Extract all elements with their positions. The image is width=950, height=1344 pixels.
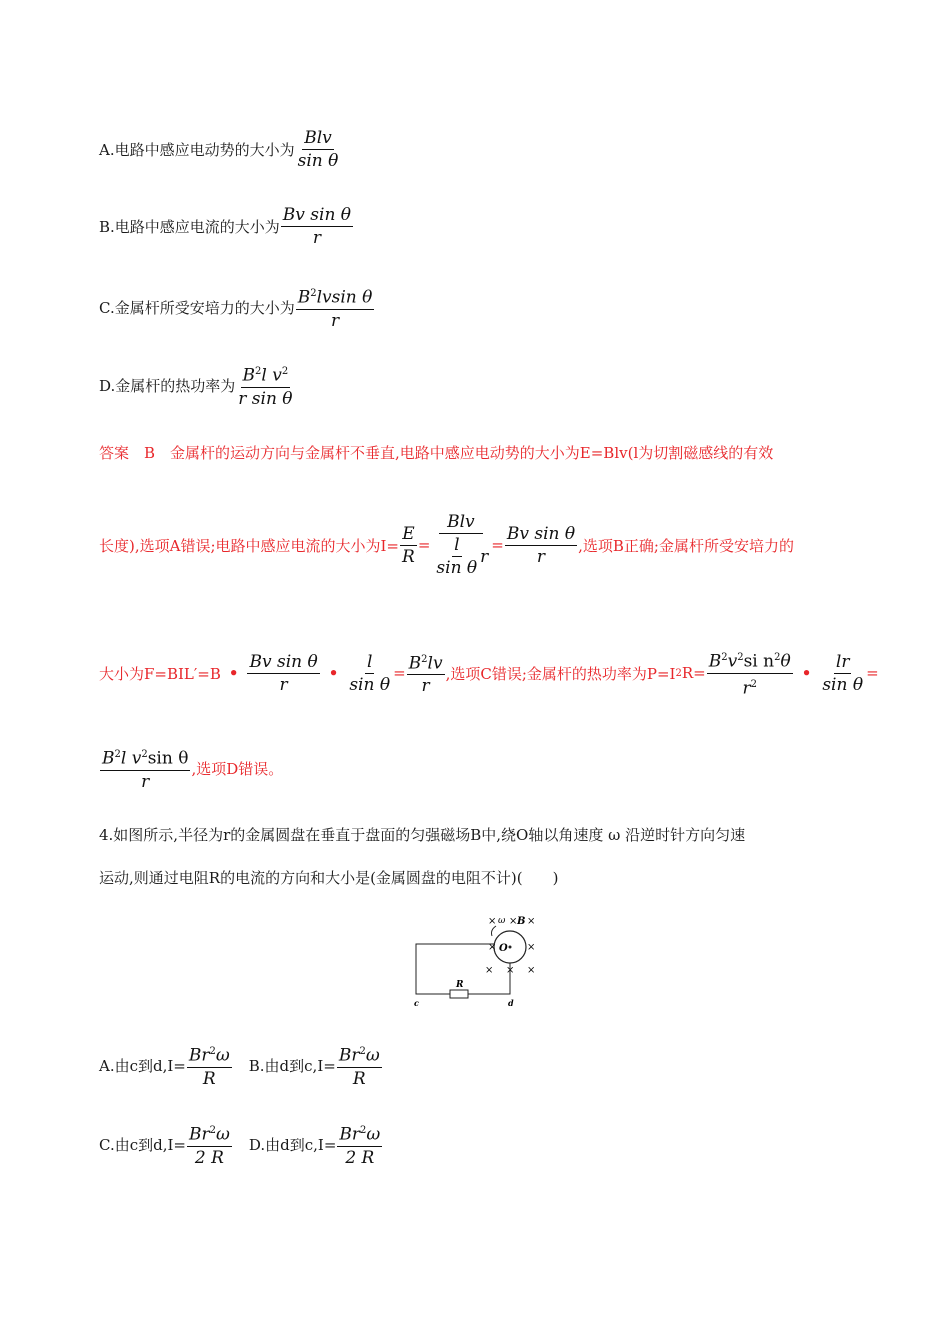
o-label: O: [499, 943, 508, 954]
circuit-diagram: [410, 910, 540, 1010]
q4-option-d-fraction: $\frac{Br^2\omega}{2 R}$: [337, 1121, 382, 1168]
r-label: R: [456, 980, 464, 990]
nested-fraction: Blv $\frac{l}{\text{sin θ}}$ r: [436, 512, 489, 578]
cross-mark: ×: [488, 942, 497, 953]
q4-option-b-text: B.由d到c,I=: [248, 1056, 336, 1075]
q4-options-ab: [99, 1042, 383, 1089]
option-b-fraction: $\frac{\text{Bv sin θ}}{r}$: [282, 205, 352, 248]
q4-option-d-text: D.由d到c,I=: [248, 1135, 337, 1154]
fraction-f2: $\frac{l}{\text{sin θ}}$: [349, 651, 391, 695]
option-d: [99, 362, 296, 409]
b-label: B: [517, 916, 526, 927]
option-a: [99, 128, 341, 171]
option-a-fraction: $\frac{\text{Blv}}{\text{sin θ}}$: [297, 128, 339, 171]
q4-option-c-text: C.由c到d,I=: [99, 1135, 186, 1154]
option-c: [99, 284, 375, 331]
resistor-r: [450, 990, 468, 998]
option-c-text: C.金属杆所受安培力的大小为: [99, 298, 295, 317]
c-label: c: [414, 998, 419, 1008]
fraction-e-over-r: $\frac{E}{R}$: [402, 523, 415, 567]
cross-mark: ×: [527, 916, 536, 927]
option-c-fraction: $\frac{B^2lvsin \theta}{r}$: [296, 284, 375, 331]
answer-line-1: 答案 B 金属杆的运动方向与金属杆不垂直,电路中感应电动势的大小为E=Blv(l为切割磁感线的有效: [99, 444, 774, 462]
q4-option-c-fraction: $\frac{Br^2\omega}{2 R}$: [187, 1121, 232, 1168]
cross-mark: ×: [527, 942, 536, 953]
cross-mark: ×: [488, 916, 497, 927]
q4-option-a-fraction: $\frac{Br^2\omega}{R}$: [187, 1042, 232, 1089]
d-label: d: [508, 998, 514, 1008]
option-d-fraction: $\frac{B^2l v^2}{\text{r sin θ}}$: [236, 362, 294, 409]
option-a-text: A.电路中感应电动势的大小为: [99, 141, 295, 159]
axis-point: [509, 946, 512, 949]
q4-options-cd: [99, 1121, 383, 1168]
option-b: [99, 205, 354, 248]
cross-mark: ×: [485, 965, 494, 976]
cross-mark: ×: [509, 916, 518, 927]
rotation-arrow-icon: [492, 926, 497, 936]
cross-mark: ×: [527, 965, 536, 976]
q4-option-a-text: A.由c到d,I=: [99, 1056, 186, 1075]
cross-mark: ×: [506, 965, 515, 976]
answer-line-4: $\frac{B^2l v^2\sin \theta}{r}$ ,选项D错误。: [99, 745, 283, 792]
question-4-stem-line-2: 运动,则通过电阻R的电流的方向和大小是(金属圆盘的电阻不计)( ): [99, 869, 559, 887]
wire-left: [416, 942, 497, 994]
fraction-f3: $\frac{B^2lv}{r}$: [407, 650, 445, 697]
fraction-f6: $\frac{B^2l v^2\sin \theta}{r}$: [100, 745, 190, 792]
fraction-f4: $\frac{B^2v^2si n^2\theta}{r^2}$: [707, 648, 793, 698]
answer-line-2: 长度),选项A错误;电路中感应电流的大小为I= $\frac{E}{R}$ = Blv $\frac{l}{\text{sin θ}}$ r = $\frac{\text{Bv sin θ}}{r}$ ,选项B正确;金属杆所受安培力的: [99, 512, 794, 578]
option-b-text: B.电路中感应电流的大小为: [99, 218, 280, 236]
option-d-text: D.金属杆的热功率为: [99, 376, 236, 395]
omega-label: ω: [498, 916, 506, 926]
answer-line-3: 大小为F=BIL′=B • $\frac{\text{Bv sin θ}}{r}$ • $\frac{l}{\text{sin θ}}$ = $\frac{B^2lv}{r}$ ,选项C错误;金属杆的热功率为P=I 2 R= $\frac{B^2v^2si n^2\theta}{r^2}$ • $\frac{lr}{\text{sin θ}}$ =: [99, 648, 879, 698]
q4-option-b-fraction: $\frac{Br^2\omega}{R}$: [337, 1042, 382, 1089]
fraction-f1: $\frac{\text{Bv sin θ}}{r}$: [249, 651, 318, 695]
fraction-bv-sin-over-r: $\frac{\text{Bv sin θ}}{r}$: [506, 523, 576, 567]
fraction-f5: $\frac{lr}{\text{sin θ}}$: [822, 651, 864, 695]
question-4-stem-line-1: 4.如图所示,半径为r的金属圆盘在垂直于盘面的匀强磁场B中,绕O轴以角速度 ω 沿逆时针方向匀速: [99, 826, 746, 844]
